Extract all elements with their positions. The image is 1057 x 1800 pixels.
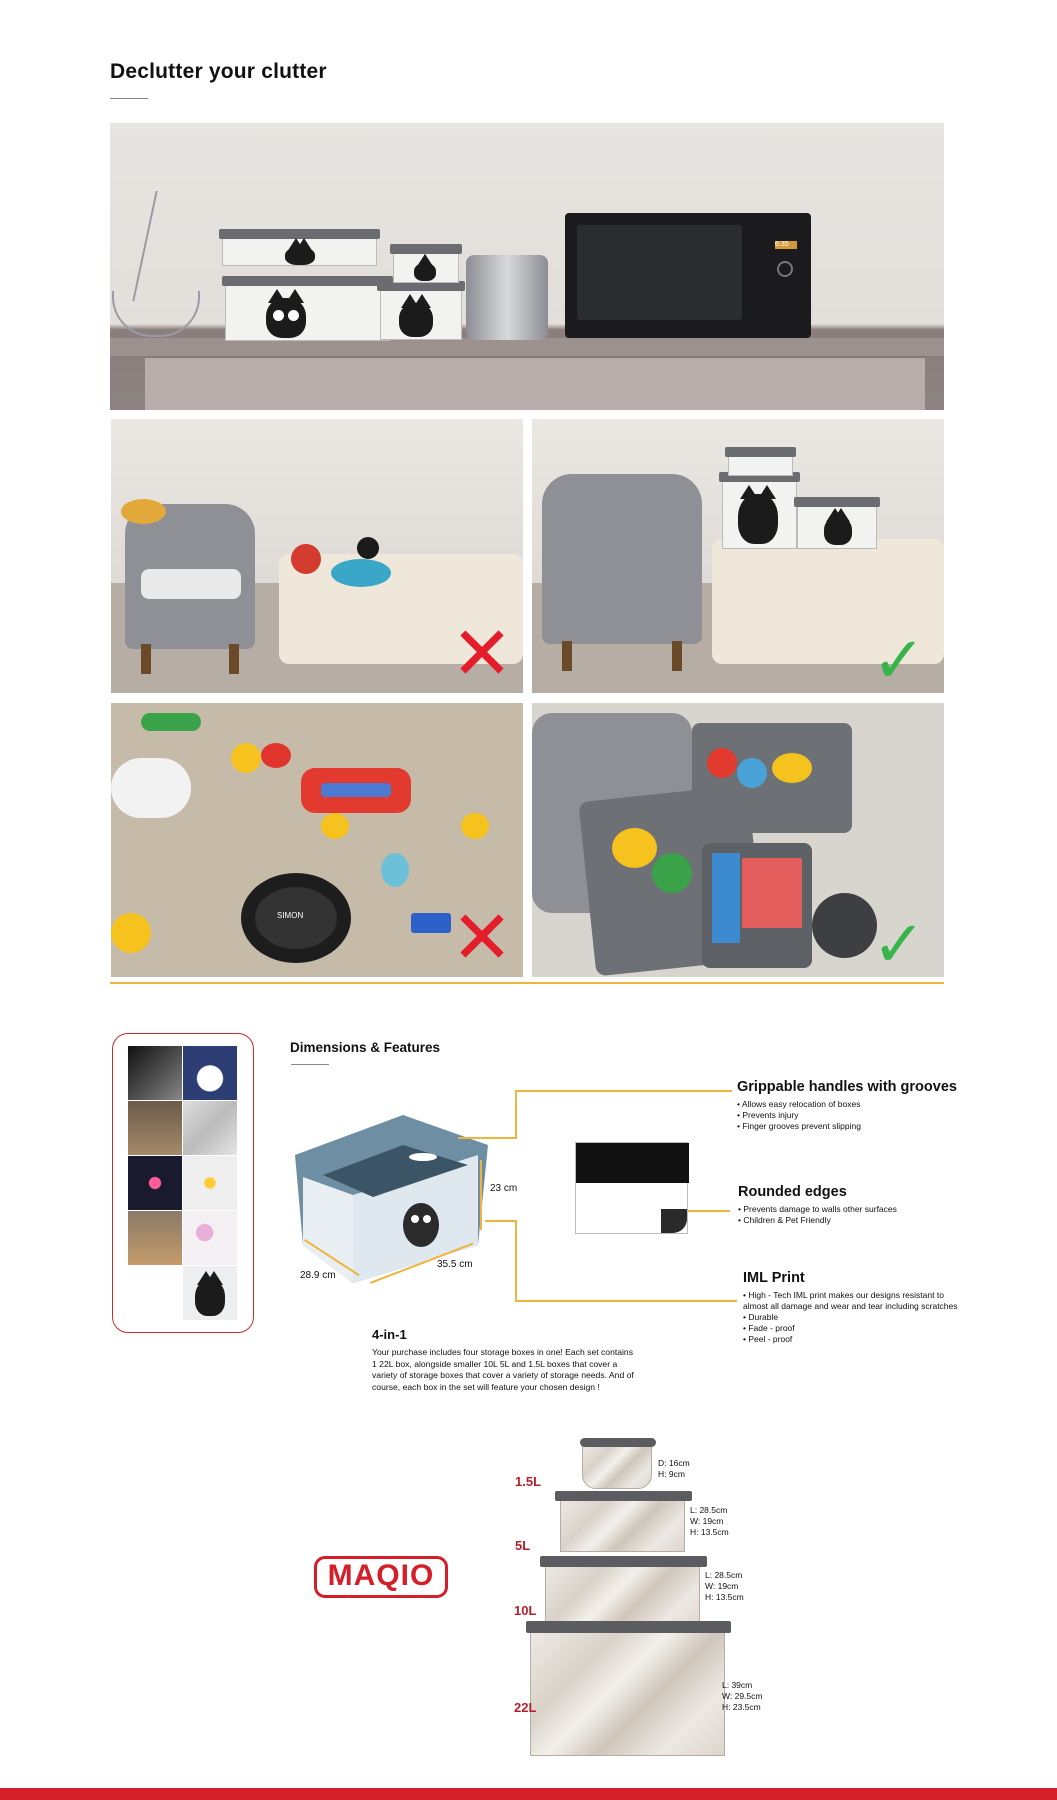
storage-box <box>728 454 793 476</box>
volume-label: 1.5L <box>515 1474 542 1489</box>
feature-line: • Fade - proof <box>743 1323 795 1333</box>
feature-line: • Peel - proof <box>743 1334 793 1344</box>
dims-5l <box>690 1505 729 1538</box>
toy-phone <box>111 758 191 818</box>
page-title: Declutter your clutter <box>110 60 327 83</box>
toy-crocodile <box>141 713 201 731</box>
callout-line <box>685 1210 730 1212</box>
tub-svg <box>293 1115 488 1283</box>
cat-print <box>738 494 778 544</box>
toaster <box>466 255 548 340</box>
feature-handles <box>737 1079 957 1132</box>
check-icon: ✓ <box>872 624 926 693</box>
swatch-cat <box>183 1266 237 1320</box>
hero-kitchen-photo <box>110 123 944 410</box>
box-5l <box>560 1494 685 1552</box>
rounded-edge-closeup <box>575 1142 688 1234</box>
cabinet <box>145 356 925 410</box>
storage-box-medium <box>380 288 462 340</box>
swatch-stars <box>183 1156 237 1210</box>
cat-eye <box>273 310 284 321</box>
callout-line <box>515 1090 517 1139</box>
four-in-one-text: Your purchase includes four storage boxes in one! Each set contains 1 22L box, alongside smaller 10L 5L and 1.5L boxes that cover a variety of storage boxes that cover a variety of storage needs. And of course, each box in the set will feature your chosen design ! <box>372 1347 634 1392</box>
feature-line: • Allows easy relocation of boxes <box>737 1099 861 1109</box>
microwave-display: 6:35 <box>775 241 797 249</box>
dimension-line <box>480 1160 482 1230</box>
swatch-bear <box>183 1046 237 1100</box>
dim-line: L: 39cm <box>722 1680 753 1690</box>
box-lid <box>725 447 796 457</box>
cat-eye <box>288 310 299 321</box>
chair-leg <box>672 641 682 671</box>
toy-item <box>357 537 379 559</box>
box-lid <box>526 1621 731 1633</box>
footer-bar <box>0 1788 1057 1800</box>
cat-print <box>195 1280 225 1316</box>
toy-item <box>737 758 767 788</box>
living-room-after-photo <box>532 419 944 693</box>
callout-line <box>515 1220 517 1302</box>
living-room-before-photo <box>111 419 523 693</box>
feature-line: almost all damage and wear and tear including scratches <box>743 1301 958 1311</box>
box-lid <box>555 1491 692 1501</box>
toy-duck <box>461 813 489 839</box>
toy-item <box>261 743 291 768</box>
dim-line: L: 28.5cm <box>705 1570 743 1580</box>
feature-heading: IML Print <box>743 1270 805 1286</box>
microwave-window <box>577 225 742 320</box>
feature-line: • High - Tech IML print makes our designs resistant to <box>743 1290 944 1300</box>
toy-simon-label: SIMON <box>277 911 304 920</box>
volume-label: 10L <box>514 1603 537 1618</box>
swatch-bridge <box>128 1046 182 1100</box>
swatch-london <box>128 1211 182 1265</box>
toy-item <box>652 853 692 893</box>
design-swatches <box>112 1033 254 1333</box>
box-lid <box>222 276 393 286</box>
box-lid <box>794 497 880 507</box>
cat-print <box>266 298 306 338</box>
dim-line: H: 9cm <box>658 1469 685 1479</box>
storage-box-large <box>225 283 390 341</box>
dimension-width: 28.9 cm <box>300 1270 336 1281</box>
chair-leg <box>229 644 239 674</box>
storage-box <box>722 479 797 549</box>
dim-line: H: 13.5cm <box>705 1592 744 1602</box>
cat-print <box>414 263 436 281</box>
cross-icon: ✕ <box>451 895 514 977</box>
dim-line: W: 19cm <box>690 1516 724 1526</box>
toy-item <box>291 544 321 574</box>
toy-duck <box>321 813 349 839</box>
storage-box-small <box>393 251 459 283</box>
microwave-knob <box>777 261 793 277</box>
swatch-unicorn <box>183 1211 237 1265</box>
toy-book <box>712 853 740 943</box>
closeup-lid <box>576 1143 689 1183</box>
volume-label: 5L <box>515 1538 531 1553</box>
toy-ball <box>231 743 261 773</box>
dim-line: D: 16cm <box>658 1458 690 1468</box>
storage-box-top <box>222 236 377 266</box>
box-lid <box>390 244 462 254</box>
wire-basket <box>112 291 200 337</box>
maqio-logo: MAQIO <box>314 1556 448 1598</box>
feature-line: • Finger grooves prevent slipping <box>737 1121 861 1131</box>
armchair <box>542 474 702 644</box>
storage-tub-illustration <box>293 1115 488 1283</box>
basket-handle <box>132 191 185 301</box>
microwave <box>565 213 811 338</box>
check-icon: ✓ <box>872 908 926 977</box>
chair-leg <box>141 644 151 674</box>
feature-line: • Durable <box>743 1312 779 1322</box>
toy-cloth <box>121 499 166 524</box>
callout-line <box>485 1220 515 1222</box>
toy-item <box>707 748 737 778</box>
rounded-corner <box>661 1209 687 1233</box>
toy-item <box>772 753 812 783</box>
storage-box <box>797 504 877 549</box>
storage-tub-round <box>812 893 877 958</box>
cat-print <box>399 303 433 337</box>
feature-line: • Prevents damage to walls other surfaces <box>738 1204 897 1214</box>
feature-rounded-edges <box>738 1184 958 1226</box>
box-22l <box>530 1624 725 1756</box>
feature-iml-print <box>743 1270 983 1345</box>
toy-submarine <box>111 913 151 953</box>
swatch-city <box>128 1101 182 1155</box>
toy-book <box>742 858 802 928</box>
box-1-5l <box>582 1441 652 1489</box>
cat-print <box>285 247 315 265</box>
dim-line: W: 29.5cm <box>722 1691 763 1701</box>
dims-10l <box>705 1570 744 1603</box>
section-underline <box>291 1064 329 1065</box>
section-title: Dimensions & Features <box>290 1040 441 1055</box>
chair-leg <box>562 641 572 671</box>
toys-before-photo <box>111 703 523 977</box>
dims-1-5l <box>658 1458 690 1480</box>
callout-line <box>515 1090 732 1092</box>
toy-item <box>381 853 409 887</box>
swatch-marble <box>183 1101 237 1155</box>
feature-heading: Grippable handles with grooves <box>737 1079 957 1095</box>
toy-mat <box>141 569 241 599</box>
four-in-one-heading: 4-in-1 <box>372 1327 407 1342</box>
title-underline <box>110 98 148 99</box>
cross-icon: ✕ <box>451 611 514 693</box>
volume-label: 22L <box>514 1700 537 1715</box>
feature-list <box>738 1204 958 1226</box>
dim-line: H: 13.5cm <box>690 1527 729 1537</box>
toys-after-photo <box>532 703 944 977</box>
box-lid <box>540 1556 707 1567</box>
toy-block <box>411 913 451 933</box>
dim-line: L: 28.5cm <box>690 1505 728 1515</box>
feature-list <box>743 1290 983 1345</box>
dims-22l <box>722 1680 762 1713</box>
callout-line <box>458 1137 516 1139</box>
dimension-height: 23 cm <box>490 1183 518 1194</box>
feature-line: • Children & Pet Friendly <box>738 1215 831 1225</box>
toy-item <box>331 559 391 587</box>
toy-item <box>612 828 657 868</box>
swatch-flowers <box>128 1156 182 1210</box>
feature-line: • Prevents injury <box>737 1110 799 1120</box>
feature-heading: Rounded edges <box>738 1184 847 1200</box>
toy-keys <box>321 783 391 797</box>
box-lid <box>580 1438 656 1447</box>
dimension-length: 35.5 cm <box>437 1259 473 1270</box>
feature-list <box>737 1099 957 1132</box>
callout-line <box>515 1300 737 1302</box>
section-divider <box>110 982 944 984</box>
dim-line: H: 23.5cm <box>722 1702 761 1712</box>
dim-line: W: 19cm <box>705 1581 739 1591</box>
cat-print <box>824 517 852 545</box>
